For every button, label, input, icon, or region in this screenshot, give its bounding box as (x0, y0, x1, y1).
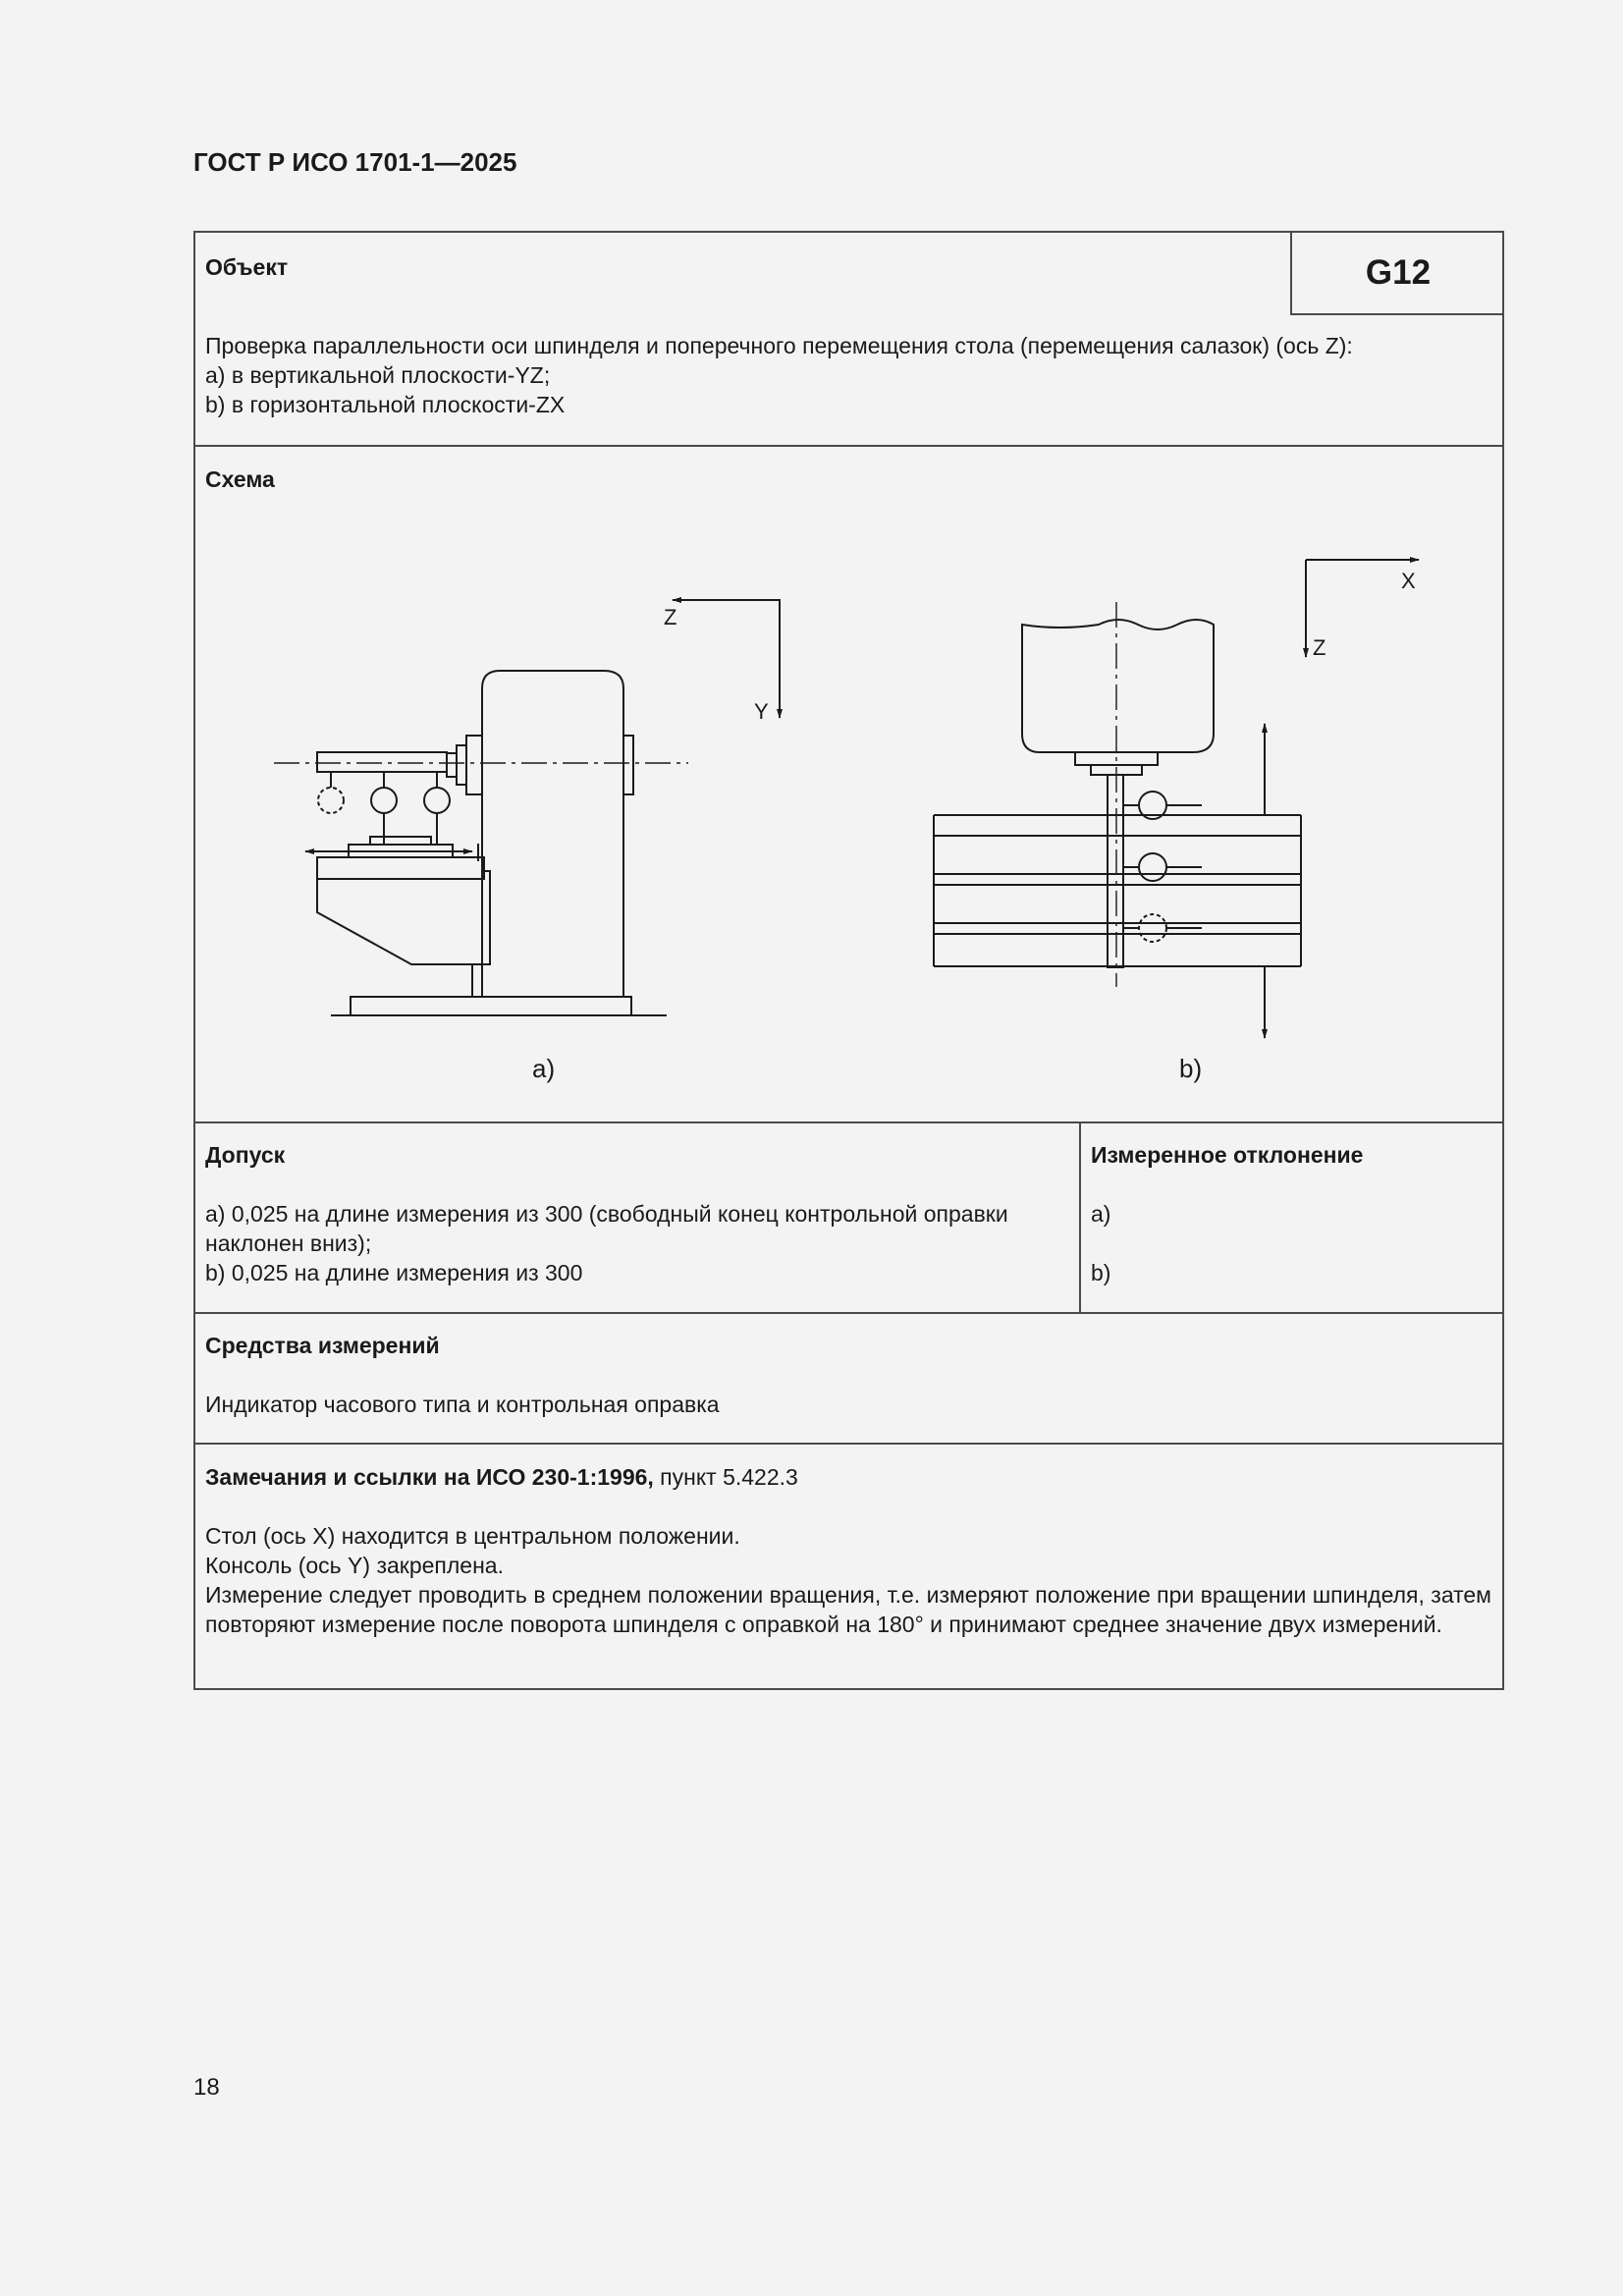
deviation-label: Измеренное отклонение (1091, 1142, 1364, 1168)
fig-b-axis-z-label: Z (1313, 635, 1326, 660)
remarks-line-2: Консоль (ось Y) закреплена. (205, 1553, 504, 1578)
tools-text: Индикатор часового типа и контрольная оправка (205, 1392, 720, 1417)
fig-b-caption: b) (1179, 1054, 1203, 1083)
remarks-label (205, 1462, 798, 1492)
remarks-label-ref: пункт 5.422.3 (653, 1464, 798, 1490)
divider (195, 1121, 1502, 1123)
fig-b-axis-x-label: X (1401, 569, 1416, 593)
object-line-1: Проверка параллельности оси шпинделя и поперечного перемещения стола (перемещения салазок) (ось Z): (205, 333, 1353, 358)
tolerance-line-2: наклонен вниз); (205, 1230, 372, 1256)
fig-a-axis-z-label: Z (664, 605, 677, 629)
figure-a-drawing (274, 600, 781, 1015)
test-card-table (193, 231, 1504, 1690)
tools-label: Средства измерений (205, 1333, 440, 1358)
object-description (205, 331, 1491, 419)
column-divider (1079, 1121, 1081, 1312)
object-label: Объект (205, 254, 289, 280)
remarks-line-1: Стол (ось X) находится в центральном положении. (205, 1523, 740, 1549)
document-header: ГОСТ Р ИСО 1701-1—2025 (193, 147, 517, 177)
object-line-3: b) в горизонтальной плоскости-ZX (205, 392, 566, 417)
remarks-label-bold: Замечания и ссылки на ИСО 230-1:1996, (205, 1464, 654, 1490)
scheme-diagram (195, 447, 1502, 1122)
scheme-label: Схема (205, 466, 275, 492)
remarks-text (205, 1521, 1491, 1639)
tolerance-text (205, 1199, 1074, 1287)
deviation-a: а) (1091, 1201, 1111, 1227)
deviation-b: b) (1091, 1260, 1111, 1285)
divider (195, 1312, 1502, 1314)
divider (195, 1443, 1502, 1445)
test-code: G12 (1290, 233, 1504, 315)
page-number: 18 (193, 2074, 220, 2101)
object-line-2: а) в вертикальной плоскости-YZ; (205, 362, 551, 388)
remarks-line-3: Измерение следует проводить в среднем положении вращения, т.е. измеряют положение при вращении шпинделя, затем повторяют измерение после поворота шпинделя с оправкой на 180° и принимают среднее значение двух измерений. (205, 1582, 1491, 1637)
tolerance-line-1: а) 0,025 на длине измерения из 300 (свободный конец контрольной оправки (205, 1201, 1008, 1227)
fig-a-caption: a) (532, 1054, 556, 1083)
figure-b-drawing (934, 560, 1419, 1038)
tolerance-label: Допуск (205, 1142, 286, 1168)
fig-a-axis-y-label: Y (754, 699, 769, 724)
tolerance-line-3: b) 0,025 на длине измерения из 300 (205, 1260, 583, 1285)
